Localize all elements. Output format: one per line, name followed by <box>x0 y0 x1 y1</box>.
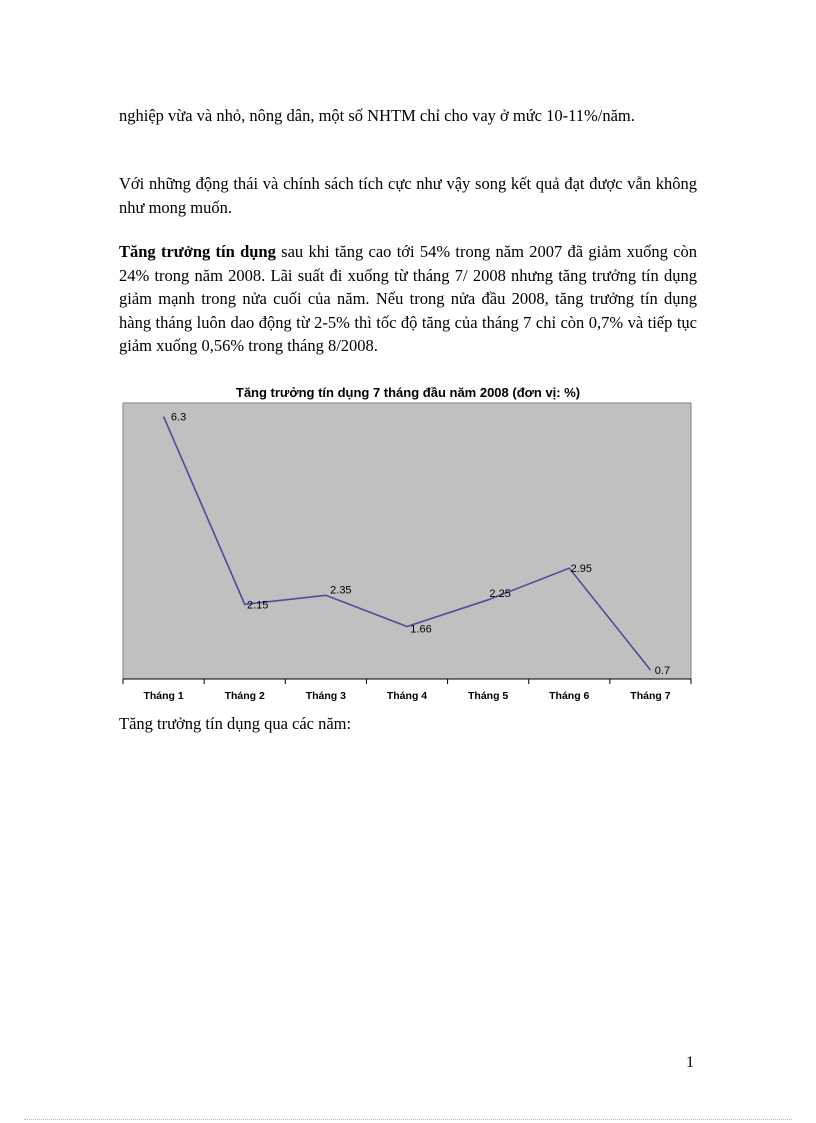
data-label: 2.95 <box>570 563 592 576</box>
x-axis-ticks <box>123 679 691 684</box>
x-tick-label: Tháng 1 <box>143 690 184 702</box>
chart-svg <box>110 378 700 708</box>
chart-title: Tăng trưởng tín dụng 7 tháng đầu năm 2008 (đơn vị: %) <box>235 385 581 400</box>
data-label: 0.7 <box>654 664 671 677</box>
plot-area <box>123 403 691 679</box>
paragraph-credit-growth <box>119 240 697 358</box>
data-label: 6.3 <box>170 411 187 424</box>
page-number: 1 <box>686 1054 694 1071</box>
x-tick-label: Tháng 5 <box>468 690 509 702</box>
data-label: 2.25 <box>489 587 511 600</box>
data-label: 1.66 <box>410 623 432 636</box>
x-tick-label: Tháng 2 <box>224 690 265 702</box>
paragraph-credit-growth-body: sau khi tăng cao tới 54% trong năm 2007 đã giảm xuống còn 24% trong năm 2008. Lãi suất đi xuống từ tháng 7/ 2008 nhưng tăng trưởng tín dụng giảm mạnh trong nửa cuối của năm. Nếu trong nửa đầu 2008, tăng trưởng tín dụng hàng tháng luôn dao động từ 2-5% thì tốc độ tăng của tháng 7 chỉ còn 0,7% và tiếp tục giảm xuống 0,56% trong tháng 8/2008. <box>119 242 698 355</box>
data-label: 2.15 <box>247 599 269 612</box>
data-label: 2.35 <box>330 584 352 597</box>
paragraph-credit-growth-heading: Tăng trưởng tín dụng <box>119 242 276 261</box>
x-axis-labels <box>143 690 670 702</box>
paragraph-result: Với những động thái và chính sách tích cực như vậy song kết quả đạt được vẫn không như mong muốn. <box>119 174 697 217</box>
credit-growth-chart <box>110 378 700 708</box>
paragraph-intro: nghiệp vừa và nhỏ, nông dân, một số NHTM chỉ cho vay ở mức 10-11%/năm. <box>119 106 635 125</box>
page-bottom-rule <box>24 1119 792 1120</box>
x-tick-label: Tháng 6 <box>549 690 590 702</box>
x-tick-label: Tháng 4 <box>386 690 428 702</box>
x-tick-label: Tháng 3 <box>305 690 346 702</box>
x-tick-label: Tháng 7 <box>630 690 671 702</box>
paragraph-yearly-growth-caption: Tăng trưởng tín dụng qua các năm: <box>119 714 352 733</box>
